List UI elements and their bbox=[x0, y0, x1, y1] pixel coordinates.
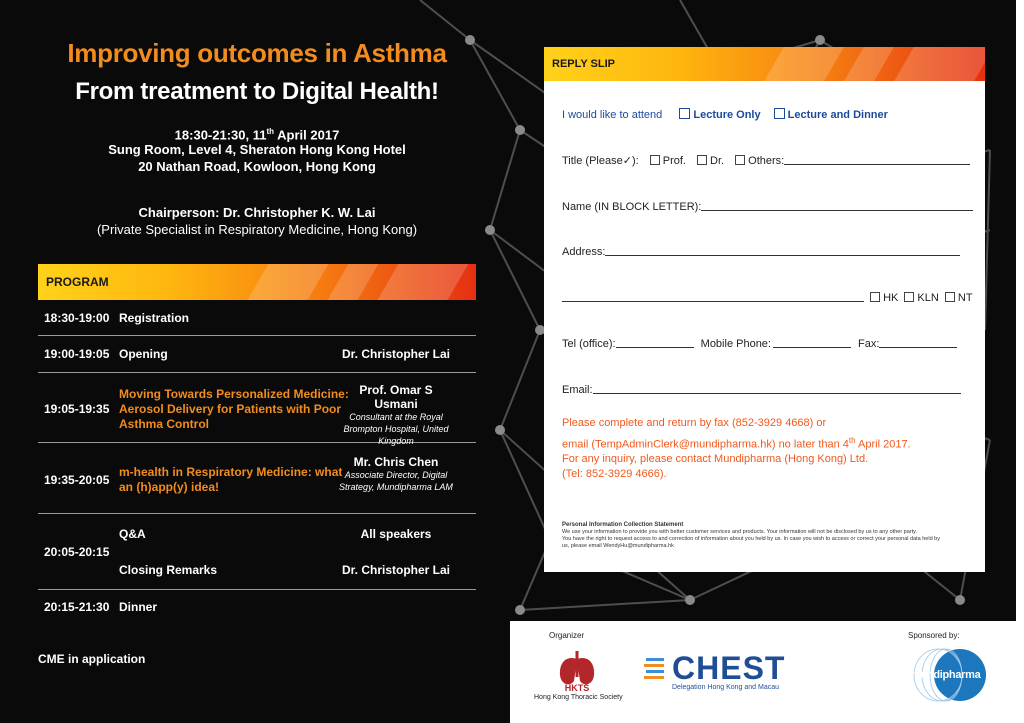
program-title: Moving Towards Personalized Medicine: Aerosol Delivery for Patients with Poor Asthma Control bbox=[119, 387, 349, 431]
program-time: 19:00-19:05 bbox=[44, 347, 110, 361]
mobile-field[interactable] bbox=[773, 337, 851, 348]
program-time: 20:05-20:15 bbox=[44, 545, 110, 559]
dr-label: Dr. bbox=[710, 155, 725, 167]
hkts-logo-icon bbox=[556, 647, 598, 693]
program-row bbox=[38, 514, 476, 590]
event-subtitle: From treatment to Digital Health! bbox=[75, 78, 439, 105]
program-title: Q&A bbox=[119, 527, 146, 541]
title-label: Title (Please✓): bbox=[562, 155, 639, 167]
address-field[interactable] bbox=[605, 245, 960, 256]
attend-row bbox=[562, 108, 888, 121]
program-label: PROGRAM bbox=[46, 275, 109, 289]
prof-label: Prof. bbox=[662, 155, 686, 167]
prof-checkbox[interactable] bbox=[650, 155, 660, 165]
hk-checkbox[interactable] bbox=[870, 292, 880, 302]
program-time: 19:35-20:05 bbox=[44, 473, 110, 487]
lecture-only-checkbox[interactable] bbox=[679, 108, 690, 119]
nt-checkbox[interactable] bbox=[945, 292, 955, 302]
reply-slip-label: REPLY SLIP bbox=[552, 58, 615, 70]
attend-label: I would like to attend bbox=[562, 109, 663, 121]
organizer-label: Organizer bbox=[549, 631, 585, 640]
chairperson: Chairperson: Dr. Christopher K. W. Lai bbox=[138, 205, 376, 220]
others-label: Others: bbox=[748, 155, 785, 167]
fax-label: Fax: bbox=[858, 338, 880, 350]
address-row-2 bbox=[562, 291, 973, 304]
dr-checkbox[interactable] bbox=[697, 155, 707, 165]
name-field[interactable] bbox=[701, 200, 973, 211]
cme-note: CME in application bbox=[38, 652, 146, 666]
event-venue-1: Sung Room, Level 4, Sheraton Hong Kong Hotel bbox=[108, 142, 406, 157]
hk-label: HK bbox=[883, 292, 899, 304]
program-row bbox=[38, 443, 476, 514]
page-edge bbox=[1016, 0, 1024, 723]
nt-label: NT bbox=[957, 292, 973, 304]
name-label: Name (IN BLOCK LETTER): bbox=[562, 201, 702, 213]
kln-checkbox[interactable] bbox=[904, 292, 914, 302]
program-time: 20:15-21:30 bbox=[44, 600, 110, 614]
tel-field[interactable] bbox=[616, 337, 694, 348]
hkts-caption: Hong Kong Thoracic Society bbox=[534, 694, 623, 701]
speaker-role: Consultant at the Royal Brompton Hospital, United Kingdom bbox=[343, 412, 449, 446]
lecture-dinner-checkbox[interactable] bbox=[774, 108, 785, 119]
kln-label: KLN bbox=[917, 292, 939, 304]
chairperson-title: (Private Specialist in Respiratory Medicine, Hong Kong) bbox=[96, 222, 418, 237]
address-field-2[interactable] bbox=[562, 291, 864, 302]
program-title: m-health in Respiratory Medicine: what an (h)app(y) idea! bbox=[119, 465, 343, 494]
phone-row bbox=[562, 337, 957, 350]
name-row bbox=[562, 200, 973, 213]
chest-subtitle: Delegation Hong Kong and Macau bbox=[672, 684, 780, 691]
program-speaker: Mr. Chris Chen Associate Director, Digital Strategy, Mundipharma LAM bbox=[336, 455, 456, 493]
program-time: 19:05-19:35 bbox=[44, 402, 110, 416]
program-title: Dinner bbox=[119, 600, 158, 614]
others-checkbox[interactable] bbox=[735, 155, 745, 165]
fax-field[interactable] bbox=[879, 337, 957, 348]
program-time: 18:30-19:00 bbox=[44, 311, 110, 325]
sponsor-footer bbox=[510, 621, 1016, 723]
reply-slip-header-bar bbox=[544, 47, 985, 81]
program-title: Closing Remarks bbox=[119, 563, 218, 577]
chest-stripes-icon bbox=[644, 656, 668, 682]
program-row bbox=[38, 373, 476, 446]
reply-slip bbox=[544, 47, 985, 572]
program-speaker: Dr. Christopher Lai bbox=[341, 347, 451, 361]
program-title: Registration bbox=[119, 311, 190, 325]
lecture-only-label: Lecture Only bbox=[693, 109, 761, 121]
program-speaker: Prof. Omar S Usmani Consultant at the Royal Brompton Hospital, United Kingdom bbox=[336, 383, 456, 447]
tel-label: Tel (office): bbox=[562, 338, 616, 350]
others-field[interactable] bbox=[784, 154, 970, 165]
program-speaker: All speakers bbox=[360, 527, 432, 541]
sponsor-label: Sponsored by: bbox=[908, 631, 960, 640]
event-date: 18:30-21:30, 11th April 2017 bbox=[174, 127, 340, 143]
inquiry-note: For any inquiry, please contact Mundipharma (Hong Kong) Ltd. (Tel: 852-3929 4666). bbox=[562, 453, 869, 480]
chest-wordmark: CHEST bbox=[672, 650, 786, 686]
event-venue-2: 20 Nathan Road, Kowloon, Hong Kong bbox=[138, 159, 376, 174]
program-title: Opening bbox=[119, 347, 168, 361]
address-label: Address: bbox=[562, 246, 606, 258]
address-row bbox=[562, 245, 960, 258]
mundipharma-wordmark: mundipharma bbox=[911, 669, 981, 681]
event-title: Improving outcomes in Asthma bbox=[67, 38, 447, 68]
program-header-bar bbox=[38, 264, 476, 300]
lecture-dinner-label: Lecture and Dinner bbox=[787, 109, 888, 121]
privacy-statement: Personal Information Collection Statement We use your information to provide you with better customer services and products. Your information will not be disclosed by us to any other party. You have the right to request access to and correction of information about you held by us. In case you wish to access or correct your personal data held by us, please email WendyHu@mundipharma.hk bbox=[562, 522, 940, 549]
mobile-label: Mobile Phone: bbox=[700, 338, 771, 350]
email-field[interactable] bbox=[593, 383, 961, 394]
program-speaker: Dr. Christopher Lai bbox=[341, 563, 451, 577]
return-note: Please complete and return by fax (852-3929 4668) or email (TempAdminClerk@mundipharma.hk) no later than 4th April 2017. bbox=[562, 417, 911, 451]
program-row bbox=[38, 590, 476, 624]
email-label: Email: bbox=[562, 384, 593, 396]
email-row bbox=[562, 383, 961, 396]
program-row bbox=[38, 336, 476, 373]
program-row bbox=[38, 300, 476, 336]
title-row bbox=[562, 154, 970, 167]
svg-text:HKTS: HKTS bbox=[564, 683, 590, 693]
speaker-role: Associate Director, Digital Strategy, Mundipharma LAM bbox=[339, 470, 453, 492]
